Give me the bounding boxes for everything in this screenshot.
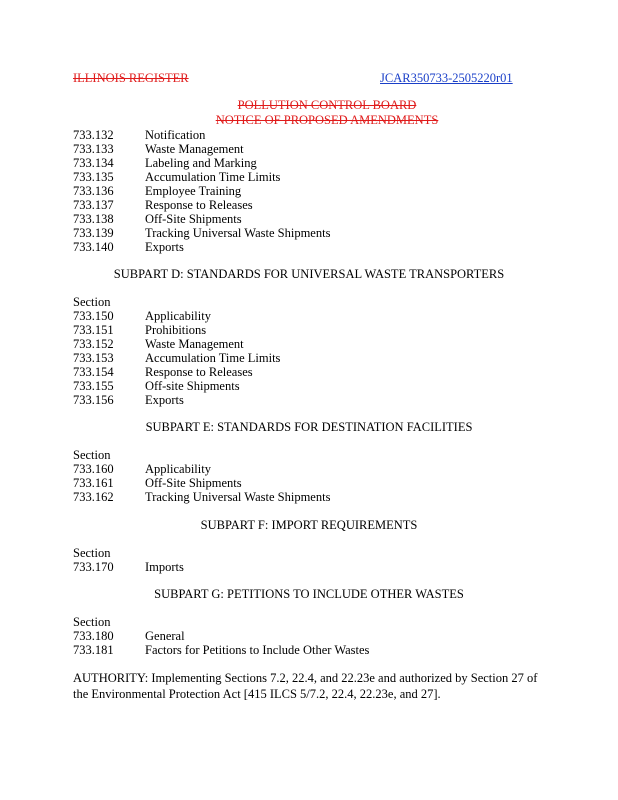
section-row	[73, 212, 330, 226]
section-row	[73, 142, 330, 156]
section-label: Section	[73, 448, 111, 462]
section-label: Section	[73, 295, 111, 309]
section-title: Notification	[145, 128, 206, 142]
section-title: Response to Releases	[145, 365, 253, 379]
section-row	[73, 462, 330, 476]
section-title: Prohibitions	[145, 323, 207, 337]
section-number: 733.156	[73, 393, 114, 407]
section-title: Response to Releases	[145, 198, 253, 212]
section-row	[73, 156, 330, 170]
section-title: Waste Management	[145, 142, 244, 156]
section-title: Off-Site Shipments	[145, 476, 242, 490]
subpart-g-list	[73, 615, 369, 657]
section-title: Accumulation Time Limits	[145, 170, 281, 184]
jcar-reference: JCAR350733-2505220r01	[380, 71, 513, 85]
section-row	[73, 629, 369, 643]
section-number: 733.155	[73, 379, 114, 393]
section-row	[73, 337, 280, 351]
section-title: Off-site Shipments	[145, 379, 240, 393]
section-row	[73, 643, 369, 657]
section-row	[73, 351, 280, 365]
section-row	[73, 226, 330, 240]
section-number: 733.154	[73, 365, 114, 379]
section-row	[73, 309, 280, 323]
subpart-e-list	[73, 448, 330, 504]
subpart-f-heading: SUBPART F: IMPORT REQUIREMENTS	[200, 518, 418, 532]
section-row	[73, 128, 330, 142]
notice-title: NOTICE OF PROPOSED AMENDMENTS	[215, 113, 439, 127]
register-header: ILLINOIS REGISTER	[73, 71, 189, 85]
subpart-e-heading: SUBPART E: STANDARDS FOR DESTINATION FACILITIES	[145, 420, 473, 434]
section-number: 733.161	[73, 476, 114, 490]
section-row	[73, 490, 330, 504]
authority-paragraph: AUTHORITY: Implementing Sections 7.2, 22.4, and 22.23e and authorized by Section 27 of the Environmental Protection Act [415 ILCS 5/7.2, 22.4, 22.23e, and 27].	[73, 671, 538, 701]
section-number: 733.160	[73, 462, 114, 476]
section-title: Accumulation Time Limits	[145, 351, 281, 365]
section-title: Tracking Universal Waste Shipments	[145, 490, 331, 504]
section-title: Exports	[145, 393, 184, 407]
board-title: POLLUTION CONTROL BOARD	[237, 98, 417, 112]
section-row	[73, 198, 330, 212]
section-number: 733.133	[73, 142, 114, 156]
section-title: Applicability	[145, 309, 211, 323]
section-row	[73, 365, 280, 379]
section-number: 733.152	[73, 337, 114, 351]
section-title: Factors for Petitions to Include Other Wastes	[145, 643, 370, 657]
section-number: 733.135	[73, 170, 114, 184]
section-title: Tracking Universal Waste Shipments	[145, 226, 331, 240]
section-row	[73, 379, 280, 393]
section-number: 733.180	[73, 629, 114, 643]
section-title: Applicability	[145, 462, 211, 476]
section-row	[73, 240, 330, 254]
section-title: Employee Training	[145, 184, 242, 198]
section-number: 733.151	[73, 323, 114, 337]
section-number: 733.162	[73, 490, 114, 504]
section-number: 733.138	[73, 212, 114, 226]
subpart-g-heading: SUBPART G: PETITIONS TO INCLUDE OTHER WASTES	[154, 587, 464, 601]
section-number: 733.170	[73, 560, 114, 574]
section-row	[73, 323, 280, 337]
section-number: 733.153	[73, 351, 114, 365]
section-row	[73, 184, 330, 198]
section-label: Section	[73, 615, 111, 629]
section-number: 733.140	[73, 240, 114, 254]
section-row	[73, 170, 330, 184]
section-number: 733.134	[73, 156, 114, 170]
section-number: 733.139	[73, 226, 114, 240]
section-title: Waste Management	[145, 337, 244, 351]
section-title: Exports	[145, 240, 184, 254]
subpart-d-heading: SUBPART D: STANDARDS FOR UNIVERSAL WASTE TRANSPORTERS	[113, 267, 505, 281]
section-title: Labeling and Marking	[145, 156, 257, 170]
section-number: 733.150	[73, 309, 114, 323]
section-row	[73, 560, 184, 574]
section-row	[73, 476, 330, 490]
section-number: 733.132	[73, 128, 114, 142]
section-title: General	[145, 629, 185, 643]
subpart-c-list	[73, 128, 330, 254]
section-title: Off-Site Shipments	[145, 212, 242, 226]
section-number: 733.136	[73, 184, 114, 198]
subpart-f-list	[73, 546, 184, 574]
section-number: 733.181	[73, 643, 114, 657]
section-row	[73, 393, 280, 407]
section-label: Section	[73, 546, 111, 560]
subpart-d-list	[73, 295, 280, 407]
section-number: 733.137	[73, 198, 114, 212]
section-title: Imports	[145, 560, 184, 574]
